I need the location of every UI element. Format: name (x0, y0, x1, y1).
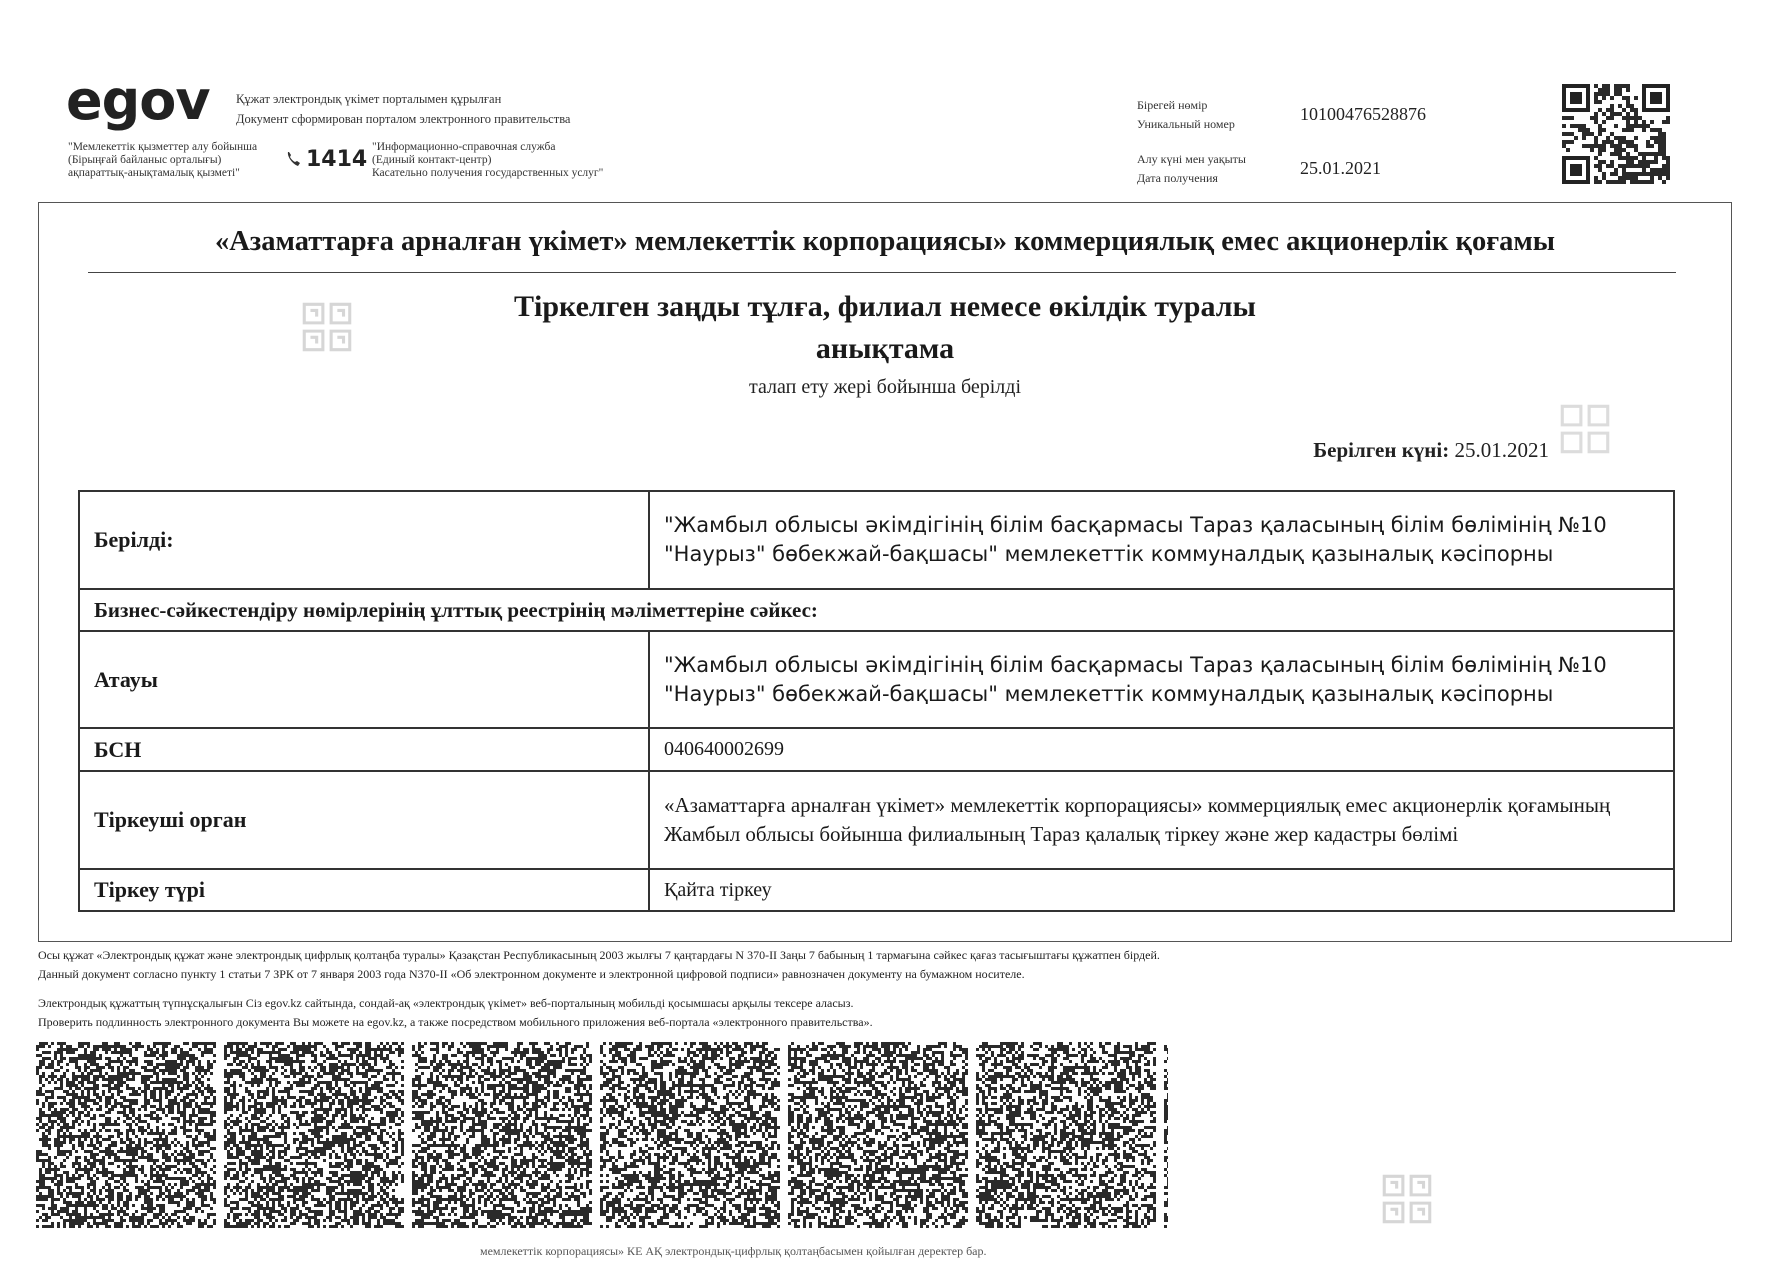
verify-text-ru: Проверить подлинность электронного документа Вы можете на egov.kz, а также посредством мобильного приложения веб-портала «электронного правительства». (38, 1015, 873, 1029)
unique-label-kz: Бірегей нөмір (1137, 98, 1208, 112)
egov-logo (66, 69, 210, 132)
verify-text-kz: Электрондық құжаттың түпнұсқалығын Сіз egov.kz сайтында, сондай-ақ «электрондық үкімет» веб-порталының мобильді қосымшасы арқылы тексере аласыз. (38, 996, 854, 1010)
center-ru-line: (Единый контакт-центр) (372, 154, 492, 166)
unique-number-value: 10100476528876 (1300, 104, 1426, 124)
unique-label-ru: Уникальный номер (1137, 117, 1235, 131)
issued-date-value: 25.01.2021 (1454, 438, 1549, 462)
signature-note: мемлекеттік корпорациясы» КЕ АҚ электрондық-цифрлық қолтаңбасымен қойылған деректер бар. (480, 1244, 987, 1258)
table-row (79, 728, 1674, 771)
table-row (79, 589, 1674, 631)
ornament-watermark-icon (1376, 1168, 1438, 1230)
row-label-bin: БСН (79, 728, 649, 771)
row-label-registrar: Тіркеуші орган (79, 771, 649, 869)
portal-ru: Документ сформирован порталом электронного правительства (236, 112, 571, 126)
table-row (79, 771, 1674, 869)
date-label-ru: Дата получения (1137, 171, 1218, 185)
phone-icon (284, 149, 304, 169)
row-value-registrar: «Азаматтарға арналған үкімет» мемлекеттік корпорациясы» коммерциялық емес акционерлік қоғамының Жамбыл облысы бойынша филиалының Тараз қалалық тіркеу және жер кадастры бөлімі (649, 771, 1674, 869)
center-kz-line: "Мемлекеттік қызметтер алу бойынша (68, 141, 258, 153)
signature-qr-codes-icon (36, 1042, 1168, 1230)
table-row (79, 869, 1674, 911)
center-kz-line: (Бірыңғай байланыс орталығы) (68, 154, 222, 166)
qr-code-icon (1560, 82, 1672, 186)
phone-number: 1414 (306, 147, 368, 172)
row-value-issued-to: "Жамбыл облысы әкімдігінің білім басқармасы Тараз қаласының білім бөлімінің №10 "Наурыз" бөбекжай-бақшасы" мемлекеттік коммуналдық қазыналық кәсіпорны (649, 491, 1674, 589)
contact-center-kz (68, 141, 257, 180)
portal-kz: Құжат электрондық үкімет порталымен құрылған (236, 92, 502, 106)
registry-note: Бизнес-сәйкестендіру нөмірлерінің ұлттық реестрінің мәліметтеріне сәйкес: (79, 589, 1674, 631)
unique-number-label (1137, 96, 1235, 134)
registration-table (78, 490, 1675, 912)
contact-center-ru (372, 141, 603, 180)
row-label-issued-to: Берілді: (79, 491, 649, 589)
organization-title: «Азаматтарға арналған үкімет» мемлекеттік корпорациясы» коммерциялық емес акционерлік қоғамы (214, 226, 1556, 257)
center-ru-line: Касательно получения государственных услуг" (372, 167, 604, 179)
date-received-label (1137, 150, 1246, 188)
issued-date (1313, 438, 1549, 463)
row-value-bin: 040640002699 (649, 728, 1674, 771)
legal-text-ru: Данный документ согласно пункту 1 статьи 7 ЗРК от 7 января 2003 года N370-II «Об электронном документе и электронной цифровой подписи» равнозначен документу на бумажном носителе. (38, 967, 1025, 981)
center-ru-line: "Информационно-справочная служба (372, 141, 556, 153)
center-kz-line: ақпараттық-анықтамалық қызметі" (68, 167, 240, 179)
table-row (79, 491, 1674, 589)
row-label-registration-type: Тіркеу түрі (79, 869, 649, 911)
document-subtitle: талап ету жері бойынша берілді (748, 376, 1022, 398)
logo-text: egov (66, 69, 210, 132)
row-value-name: "Жамбыл облысы әкімдігінің білім басқармасы Тараз қаласының білім бөлімінің №10 "Наурыз" бөбекжай-бақшасы" мемлекеттік коммуналдық қазыналық кәсіпорны (649, 631, 1674, 728)
legal-text-kz: Осы құжат «Электрондық құжат және электрондық цифрлық қолтаңба туралы» Қазақстан Республикасының 2003 жылғы 7 қаңтардағы N 370-II Заңы 7 бабының 1 тармағына сәйкес қағаз тасығыштағы құжатпен бірдей. (38, 948, 1160, 962)
document-title-2: анықтама (815, 332, 955, 365)
row-label-name: Атауы (79, 631, 649, 728)
row-value-registration-type: Қайта тіркеу (649, 869, 1674, 911)
date-received-value: 25.01.2021 (1300, 158, 1381, 178)
ornament-watermark-icon (296, 296, 358, 358)
table-row (79, 631, 1674, 728)
document-title: Тіркелген заңды тұлға, филиал немесе өкілдік туралы (514, 290, 1256, 323)
date-label-kz: Алу күні мен уақыты (1137, 152, 1246, 166)
ornament-watermark-icon (1554, 398, 1616, 460)
issued-date-label: Берілген күні: (1313, 438, 1450, 462)
title-divider (88, 272, 1676, 273)
